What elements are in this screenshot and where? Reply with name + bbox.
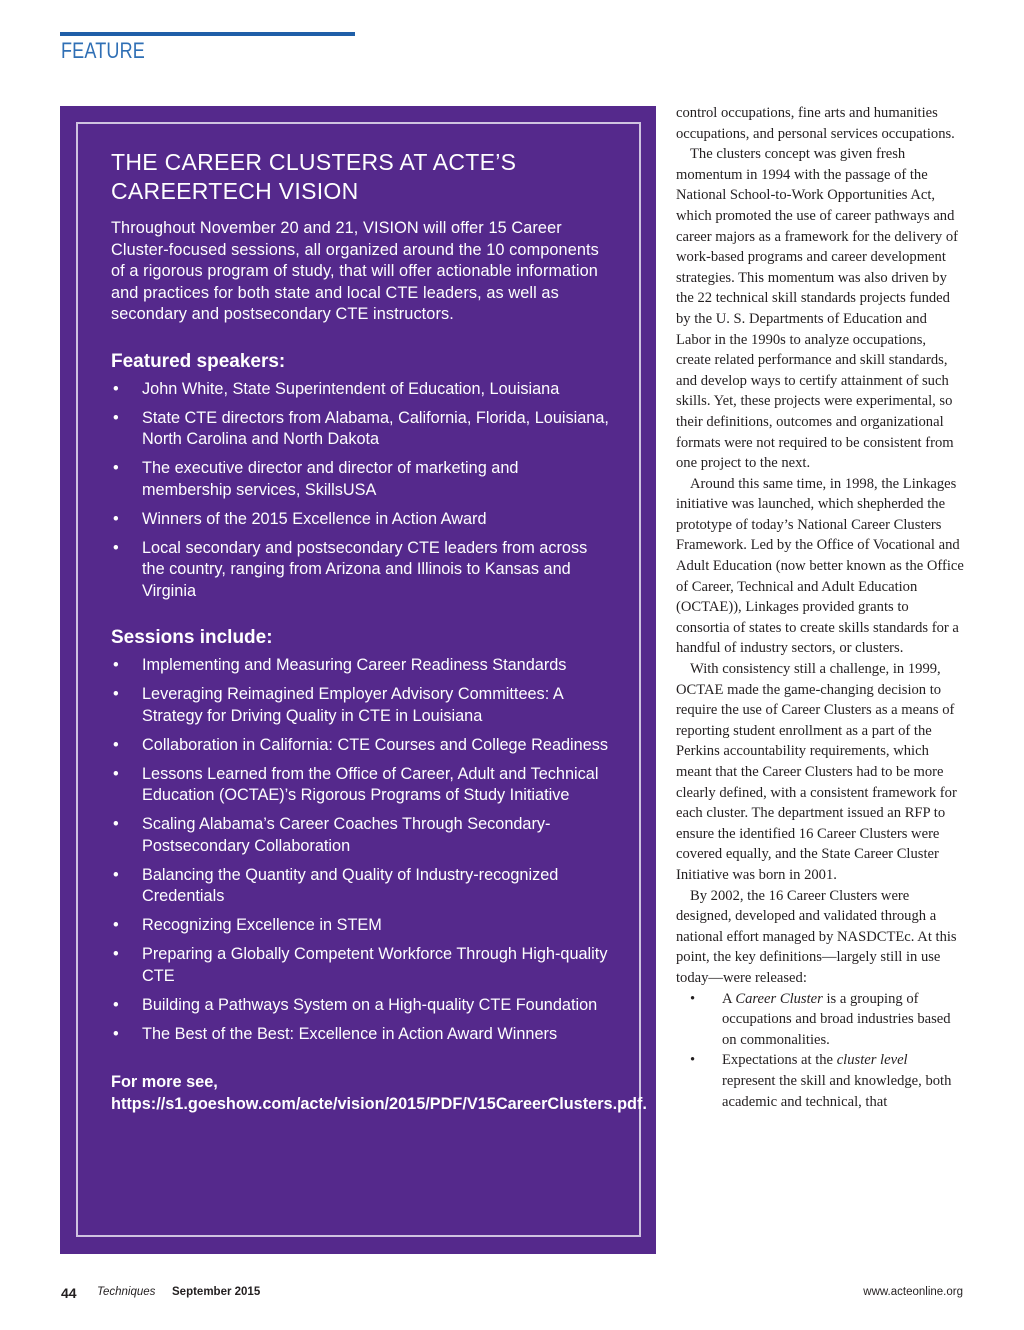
bullet-icon: •: [113, 995, 119, 1014]
bullet-icon: •: [113, 408, 119, 427]
bullet-icon: •: [113, 459, 119, 477]
list-item: • State CTE directors from Alabama, California, Florida, Louisiana, North Carolina and North Dakota: [113, 408, 609, 448]
list-item: • Expectations at the cluster level represent the skill and knowledge, both academic and technical, that: [690, 1052, 952, 1110]
list-item: • Building a Pathways System on a High-quality CTE Foundation: [111, 995, 611, 1017]
list-item: • Recognizing Excellence in STEM: [111, 915, 611, 937]
sidebar-intro: Throughout November 20 and 21, VISION will offer 15 Career Cluster-focused sessions, all organized around the 10 components of a rigorous program of study, that will offer actionable information and practices for both state and local CTE leaders, as well as secondary and postsecondary CTE instructors.: [111, 219, 599, 323]
article-column: [676, 103, 964, 1112]
article-paragraph: With consistency still a challenge, in 1999, OCTAE made the game-changing decision to require the use of Career Clusters as a means of reporting student enrollment as a part of the Perkins accountability requirements, which meant that the Career Clusters had to be more clearly defined, with a consistent framework for each cluster. The department issued an RFP to ensure the identified 16 Career Clusters were covered equally, and the State Career Cluster Initiative was born in 2001.: [676, 661, 957, 883]
more-info-text: For more see, https://s1.goeshow.com/acte/vision/2015/PDF/V15CareerClusters.pdf.: [111, 1073, 647, 1113]
list-item: • A Career Cluster is a grouping of occupations and broad industries based on commonalities.: [690, 990, 951, 1048]
article-paragraph: The clusters concept was given fresh momentum in 1994 with the passage of the National School-to-Work Opportunities Act, which promoted the use of career pathways and career majors as a framework for the delivery of work-based programs and career development strategies. This momentum was also driven by the 22 technical skill standards projects funded by the U. S. Departments of Education and Labor in the 1990s to analyze occupations, create related performance and skill standards, and develop ways to certify attainment of such skills. Yet, these projects were experimental, so their definitions, outcomes and organizational formats were not required to be consistent from one project to the next.: [676, 146, 959, 472]
bullet-icon: •: [113, 538, 119, 557]
list-item: • Preparing a Globally Competent Workforce Through High-quality CTE: [113, 945, 608, 985]
speakers-list: [111, 379, 611, 603]
list-item: • Implementing and Measuring Career Readiness Standards: [111, 655, 611, 677]
list-item: • Balancing the Quantity and Quality of Industry-recognized Credentials: [113, 865, 559, 905]
bullet-icon: •: [113, 509, 119, 528]
list-item: • Leveraging Reimagined Employer Advisory Committees: A Strategy for Driving Quality in CTE in Louisiana: [113, 685, 563, 725]
list-item: • Collaboration in California: CTE Courses and College Readiness: [111, 735, 611, 757]
list-item: • John White, State Superintendent of Education, Louisiana: [111, 379, 611, 401]
sessions-list: [111, 655, 611, 1045]
header-rule: [60, 32, 355, 36]
list-item: • The Best of the Best: Excellence in Action Award Winners: [111, 1024, 611, 1046]
sidebar-box: [60, 106, 656, 1254]
bullet-icon: •: [113, 1024, 119, 1043]
bullet-icon: •: [113, 815, 119, 833]
list-item: • Local secondary and postsecondary CTE leaders from across the country, ranging from Arizona and Illinois to Kansas and Virginia: [113, 538, 588, 600]
list-item: • The executive director and director of marketing and membership services, SkillsUSA: [113, 459, 519, 499]
bullet-icon: •: [690, 990, 696, 1007]
definitions-list: [676, 989, 964, 1113]
speakers-heading: Featured speakers:: [111, 350, 286, 372]
article-paragraph: By 2002, the 16 Career Clusters were designed, developed and validated through a national effort managed by NASDCTEc. At this point, the key definitions—largely still in use today—were released:: [676, 887, 957, 986]
sessions-heading: Sessions include:: [111, 627, 273, 648]
bullet-icon: •: [113, 379, 119, 398]
site-url: www.acteonline.org: [863, 1286, 963, 1298]
list-item: • Winners of the 2015 Excellence in Action Award: [111, 509, 611, 531]
section-label: FEATURE: [61, 38, 146, 63]
bullet-icon: •: [113, 764, 119, 783]
issue-date: September 2015: [172, 1286, 261, 1298]
magazine-name: Techniques: [97, 1286, 156, 1298]
list-item: • Scaling Alabama’s Career Coaches Through Secondary-Postsecondary Collaboration: [113, 815, 551, 855]
sidebar-content: [111, 148, 647, 1115]
bullet-icon: •: [113, 916, 119, 934]
bullet-icon: •: [690, 1052, 696, 1069]
article-paragraph: control occupations, fine arts and humanities occupations, and personal services occupations.: [676, 105, 955, 142]
bullet-icon: •: [113, 656, 119, 674]
bullet-icon: •: [113, 735, 119, 754]
page-number: 44: [61, 1285, 77, 1301]
list-item: • Lessons Learned from the Office of Career, Adult and Technical Education (OCTAE)’s Rigorous Programs of Study Initiative: [113, 764, 599, 804]
sidebar-title: THE CAREER CLUSTERS AT ACTE’S CAREERTECH VISION: [111, 149, 517, 204]
bullet-icon: •: [113, 685, 119, 703]
bullet-icon: •: [113, 865, 119, 884]
page-footer: [0, 1285, 1024, 1305]
article-paragraph: Around this same time, in 1998, the Linkages initiative was launched, which shepherded the prototype of today’s National Career Clusters Framework. Led by the Office of Vocational and Adult Education (now better known as the Office of Career, Technical and Adult Education (OCTAE)), Linkages provided grants to consortia of states to create skills standards for a handful of industry sectors, or clusters.: [676, 475, 964, 657]
bullet-icon: •: [113, 945, 119, 963]
